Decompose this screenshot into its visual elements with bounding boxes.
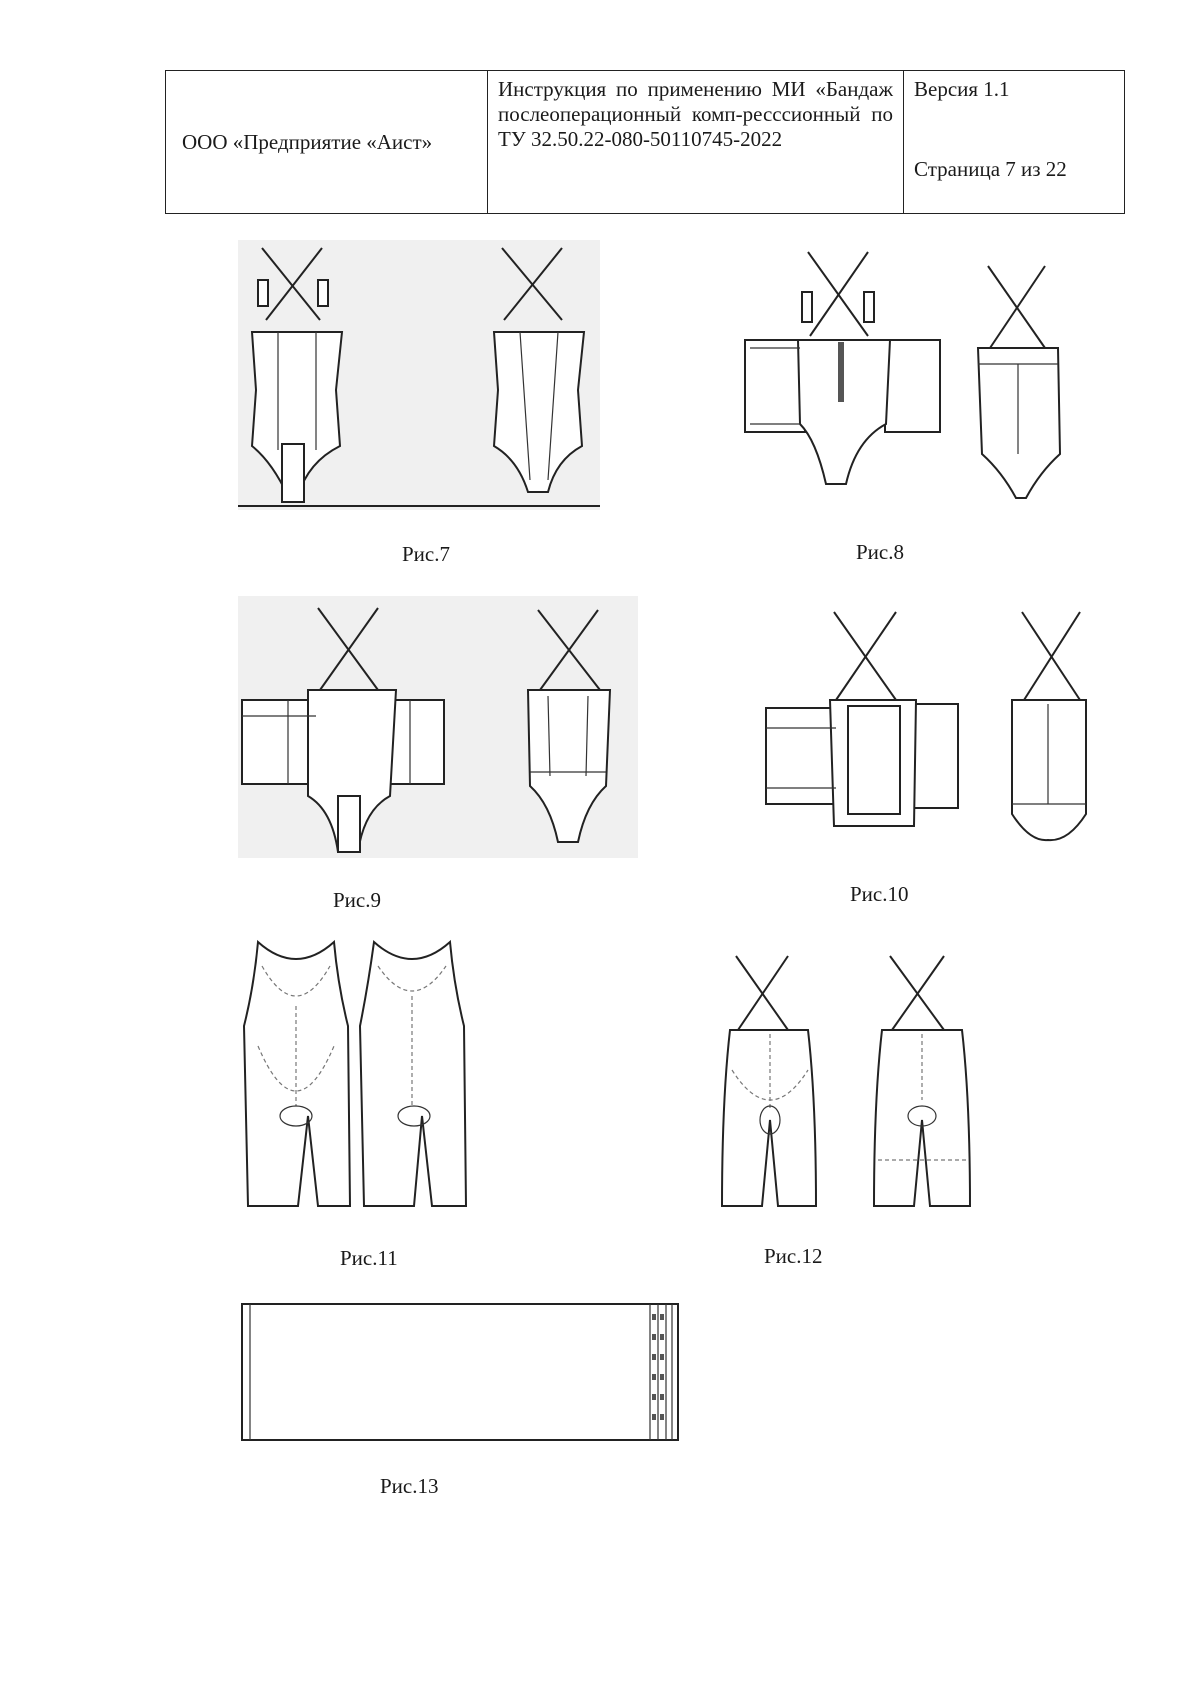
company-name: ООО «Предприятие «Аист»: [166, 71, 488, 213]
figure-8-caption: Рис.8: [856, 540, 904, 564]
figure-13-drawing: [238, 1300, 686, 1444]
figure-10-caption: Рис.10: [850, 882, 909, 906]
figure-12-caption: Рис.12: [764, 1244, 823, 1268]
figure-7-caption: Рис.7: [402, 542, 450, 566]
figure-11-caption: Рис.11: [340, 1246, 398, 1270]
document-header-table: [165, 70, 1125, 214]
figure-13-caption: Рис.13: [380, 1474, 439, 1498]
figure-11-drawing: [238, 936, 474, 1214]
figure-9-drawing: [238, 596, 638, 858]
version-label: Версия 1.1: [914, 77, 1010, 101]
page-number: Страница 7 из 22: [914, 157, 1067, 181]
version-cell: [904, 71, 1124, 213]
figure-10-drawing: [760, 604, 1100, 862]
figure-8-drawing: [740, 244, 1085, 524]
figure-9-caption: Рис.9: [333, 888, 381, 912]
figure-7-drawing: [238, 240, 600, 510]
document-title: Инструкция по применению МИ «Бандаж послеоперационный комп-ресссионный по ТУ 32.50.22-080-50110745-2022: [488, 71, 904, 213]
figure-12-drawing: [712, 950, 982, 1218]
